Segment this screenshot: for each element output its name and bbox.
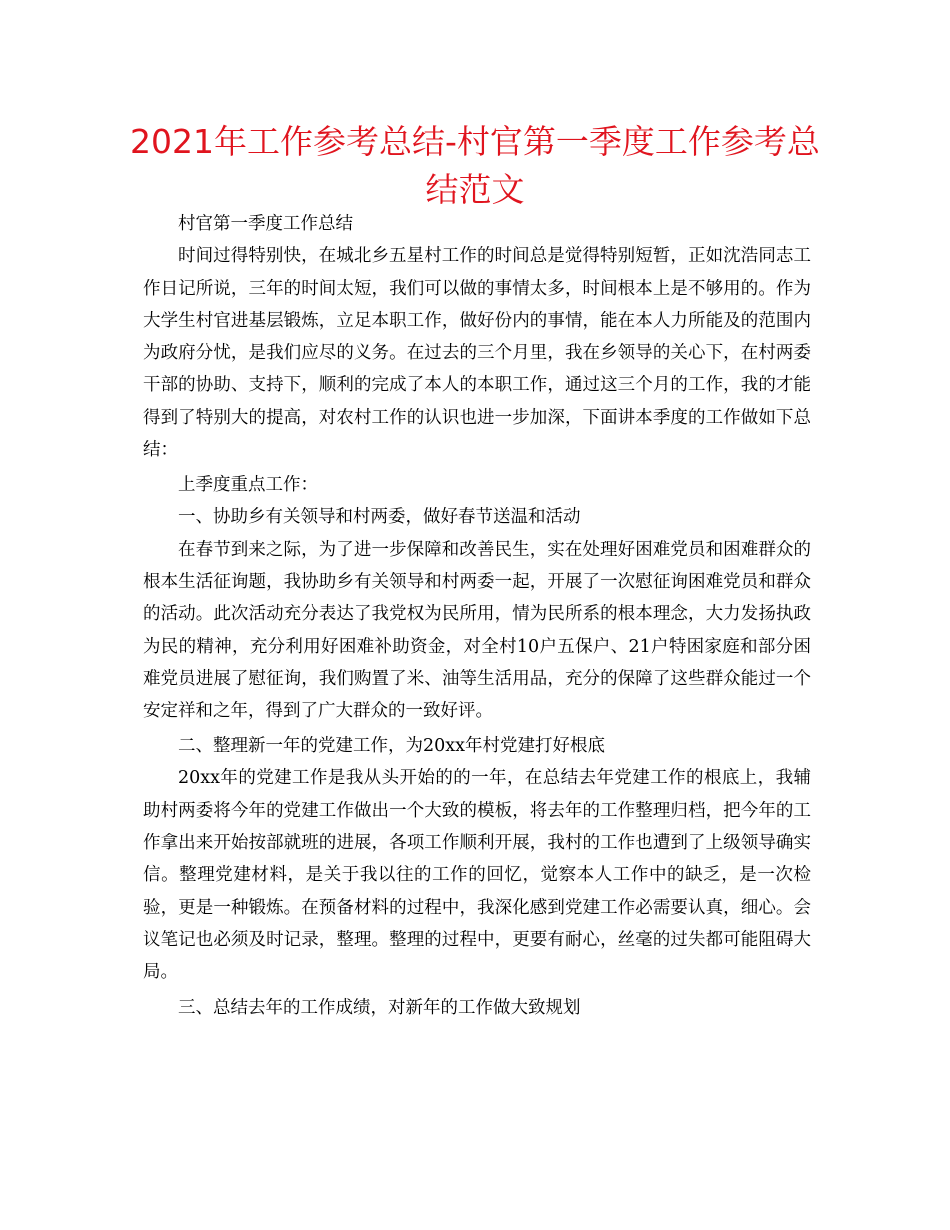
- subheading-key-work: 上季度重点工作：: [178, 475, 318, 496]
- paragraph-item-2: 20xx年的党建工作是我从头开始的的一年，在总结去年党建工作的根底上，我辅助村两委将今年的党建工作做出一个大致的模板，将去年的工作整理归档，把今年的工作拿出来开始按部就班的进展，各项工作顺利开展，我村的工作也遭到了上级领导确实信。整理党建材料，是关于我以往的工作的回忆，觉察本人工作中的缺乏，是一次检验，更是一种锻炼。在预备材料的过程中，我深化感到党建工作必需要认真，细心。会议笔记也必须及时记录，整理。整理的过程中，更要有耐心，丝毫的过失都可能阻碍大局。: [143, 768, 811, 983]
- heading-item-1: 一、协助乡有关领导和村两委，做好春节送温和活动: [178, 507, 581, 528]
- heading-item-2: 二、整理新一年的党建工作，为20xx年村党建打好根底: [178, 736, 606, 757]
- section-title: 村官第一季度工作总结: [178, 214, 353, 234]
- paragraph-item-1: 在春节到来之际，为了进一步保障和改善民生，实在处理好困难党员和困难群众的根本生活征询题，我协助乡有关领导和村两委一起，开展了一次慰征询困难党员和群众的活动。此次活动充分表达了我党权为民所用，情为民所系的根本理念，大力发扬执政为民的精神，充分利用好困难补助资金，对全村10户五保户、21户特困家庭和部分困难党员进展了慰征询，我们购置了米、油等生活用品，充分的保障了这些群众能过一个安定祥和之年，得到了广大群众的一致好评。: [143, 539, 811, 722]
- heading-item-3: 三、总结去年的工作成绩，对新年的工作做大致规划: [178, 997, 581, 1018]
- paragraph-intro: 时间过得特别快，在城北乡五星村工作的时间总是觉得特别短暂，正如沈浩同志工作日记所说，三年的时间太短，我们可以做的事情太多，时间根本上是不够用的。作为大学生村官进基层锻炼，立足本职工作，做好份内的事情，能在本人力所能及的范围内为政府分忧，是我们应尽的义务。在过去的三个月里，我在乡领导的关心下，在村两委干部的协助、支持下，顺利的完成了本人的本职工作，通过这三个月的工作，我的才能得到了特别大的提高，对农村工作的认识也进一步加深，下面讲本季度的工作做如下总结：: [143, 246, 811, 461]
- document-body: [143, 208, 811, 1024]
- document-title: 2021年工作参考总结-村官第一季度工作参考总结范文: [130, 122, 820, 209]
